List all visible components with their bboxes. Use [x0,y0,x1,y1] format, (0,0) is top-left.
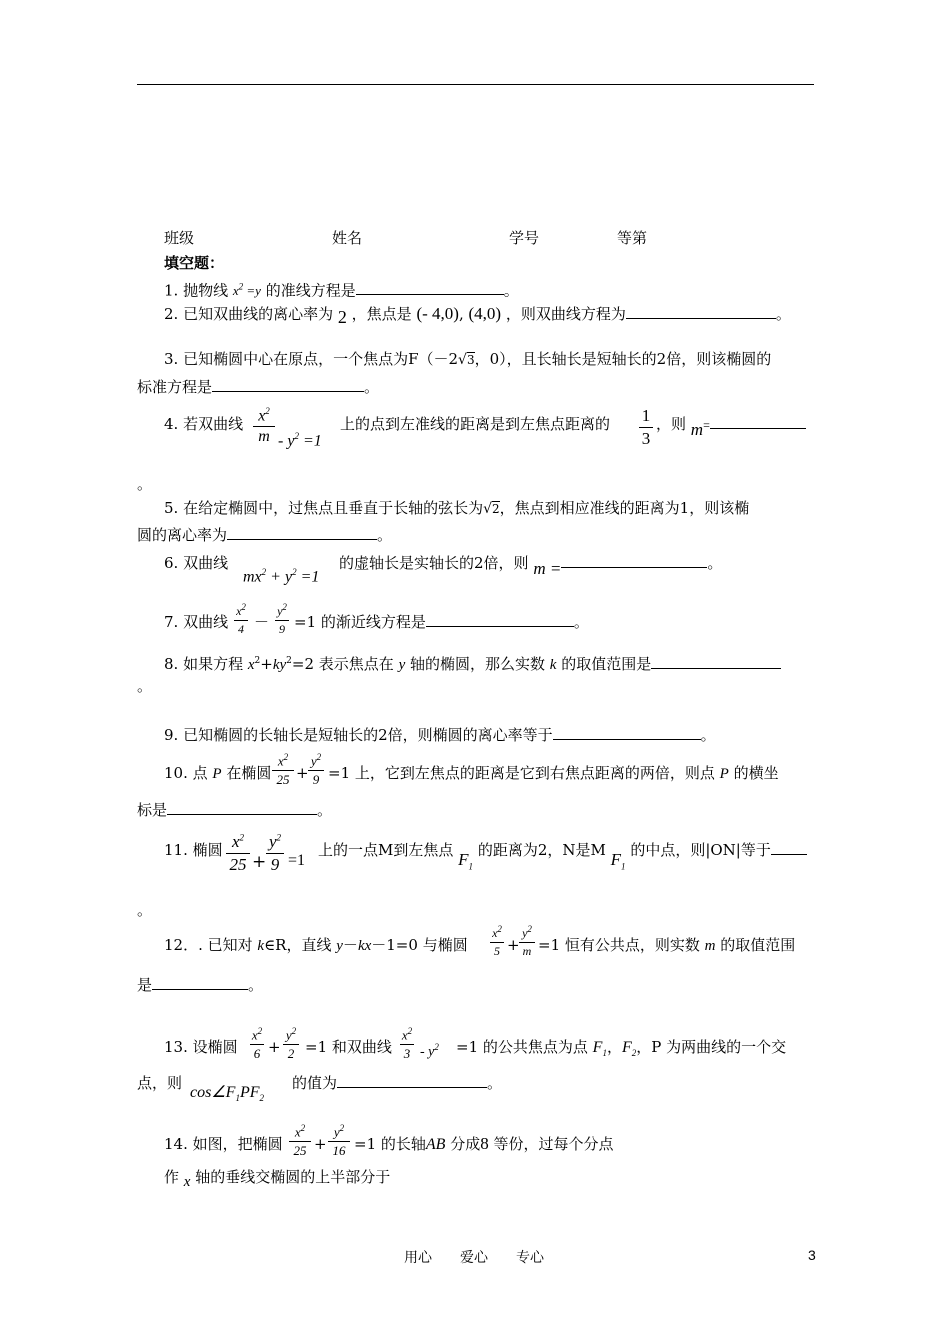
question-4-period: 。 [137,475,153,493]
document-page: 班级 姓名 学号 等第 填空题： 1. 抛物线 $x^2 =y$ 的准线方程是 。 2. 已知双曲线的离心率为 2 ，焦点是 (- 4,0), (4,0) ，则双曲线方程为 。 3. 已知椭圆中心在原点，一个焦点为F（－2√3，0），且长轴长是短轴长的2倍，则该椭圆的 标准方程是 。 4. 若双曲线 $x^2$ m - $y^2 =1$ 上的点到左准线的距离是到左焦点距离的 1 3 ，则 m= 。 5. 在给定椭圆中，过焦点且垂直于长轴的弦长为√2，焦点到相应准线的距离为1，则该椭 圆的离心率为 。 6. 双曲线 $mx^2 + y^2 =1$ 的虚轴长是实轴长的2倍，则 m = 。 7. 双曲线 $x^2$ 4 － $y^2$ 9 =1 的渐近线方程是 。 8. 如果方程 $x^2+ky^2=2$ 表示焦点在 y 轴的椭圆，那么实数 k 的取值范围是 。 9. 已知椭圆的长轴长是短轴长的2倍，则椭圆的离心率等于 。 10. 点 P 在椭圆 $x^2$ 25 + $y^2$ 9 =1 上，它到左焦点的距离是它到右焦点距离的两倍，则点 P 的横坐 标是 。 11. 椭圆 $x^2$ 25 + $y^2$ 9 =1 上的一点M到左焦点 $F_1$ 的距离为2，N是M $F_1$ 的中点，则|ON|等于 。 12．. 已知对 k∈R，直线 y－kx－1=0 与椭圆 $x^2$ 5 + $y^2$ m =1 恒有公共点，则实数 m 的取值范围 是 。 13. 设椭圆 $x^2$ 6 + $y^2$ 2 =1 和双曲线 $x^2$ 3 - $y^2$ =1 的公共焦点为点 $F_1$，$F_2$，P 为两曲线的一个交 点，则 $\cos\angle F_1PF_2$ 的值为 。 14. 如图，把椭圆 $x^2$ 25 + $y^2$ 16 =1 的长轴AB 分成8 等份，过每个分点 作 x 轴的垂线交椭圆的上半部分于 用心 爱心 专心 3 [0,0,950,1344]
answer-blank[interactable] [553,725,701,740]
question-12: 12．. 已知对 k∈R，直线 y－kx－1=0 与椭圆 [164,936,468,954]
q6-equation: $mx^2 + y^2 =1$ [243,567,320,586]
fraction-x2-over-5: $x^2$ 5 [490,924,504,959]
question-12-end: =1 恒有公共点，则实数 m 的取值范围 [538,936,796,954]
question-13: 13. 设椭圆 [164,1038,238,1056]
question-6: 6. 双曲线 [164,554,229,572]
answer-blank[interactable] [651,654,781,669]
question-13-mid: =1 和双曲线 [305,1038,392,1056]
fraction-y2-over-16: $y^2$ 16 [328,1123,350,1159]
answer-blank[interactable] [167,800,317,815]
question-5: 5. 在给定椭圆中，过焦点且垂直于长轴的弦长为√2，焦点到相应准线的距离为1，则该椭 [164,499,750,517]
question-14-end: =1 的长轴AB 分成8 等份，过每个分点 [354,1134,614,1153]
q13-cos-expression: $\cos\angle F_1PF_2$ [190,1084,264,1104]
question-3-cont: 标准方程是 。 [137,378,380,396]
question-14-cont: 作 x 轴的垂线交椭圆的上半部分于 [164,1168,391,1190]
question-8: 8. 如果方程 $x^2+ky^2=2$ 表示焦点在 y 轴的椭圆，那么实数 k 的取值范围是 [164,651,781,675]
sqrt-symbol: √ [458,352,467,368]
question-8-period: 。 [137,677,153,695]
question-10-end: =1 上，它到左焦点的距离是它到右焦点距离的两倍，则点 P 的横坐 [328,764,779,782]
answer-blank[interactable] [710,414,806,429]
fraction-x2-over-3: $x^2$ 3 [401,1026,413,1062]
fraction-x2-over-m: $x^2$ m [253,406,275,446]
question-2: 2. 已知双曲线的离心率为 2 ，焦点是 (- 4,0), (4,0) ，则双曲线方程为 。 [164,304,791,327]
question-10-cont: 标是 。 [137,801,333,819]
answer-blank[interactable] [561,553,707,568]
fraction-y2-over-9: $y^2$ 9 [275,602,289,637]
question-4-mid: 上的点到左准线的距离是到左焦点距离的 [340,415,611,433]
answer-blank[interactable] [152,975,248,990]
answer-blank[interactable] [227,525,377,540]
question-7: 7. 双曲线 [164,613,229,631]
fraction-x2-over-6: $x^2$ 6 [251,1026,263,1062]
question-7-end: =1 的渐近线方程是 。 [294,613,589,631]
question-4-end: ，则 m= [656,414,806,435]
page-number: 3 [808,1247,816,1263]
fraction-x2-over-25: $x^2$ 25 [226,832,250,875]
question-6-end: 的虚轴长是实轴长的2倍，则 m = 。 [339,554,723,578]
question-11-mid: 上的一点M到左焦点 $F_1$ 的距离为2，N是M $F_1$ 的中点，则|ON|等于 [318,840,807,866]
answer-blank[interactable] [212,377,364,392]
grade-label: 等第 [617,229,648,247]
question-11: 11. 椭圆 [164,841,223,859]
question-11-period: 。 [137,901,153,919]
answer-blank[interactable] [626,304,776,319]
answer-blank[interactable] [426,612,574,627]
question-9: 9. 已知椭圆的长轴长是短轴长的2倍，则椭圆的离心率等于 。 [164,726,716,744]
answer-blank[interactable] [356,280,504,295]
fraction-y2-over-9: $y^2$ 9 [308,752,324,788]
question-10: 10. 点 P 在椭圆 [164,764,272,782]
footer-motto: 用心 爱心 专心 [404,1250,544,1266]
class-label: 班级 [164,229,195,247]
question-4: 4. 若双曲线 [164,415,244,433]
question-14: 14. 如图，把椭圆 [164,1135,283,1153]
question-13-end: =1 的公共焦点为点 $F_1$，$F_2$，P 为两曲线的一个交 [456,1038,787,1059]
answer-blank[interactable] [771,840,807,855]
answer-blank[interactable] [337,1073,487,1088]
question-13-end2: 的值为 。 [292,1074,503,1092]
fraction-1-over-3: 1 3 [639,406,653,449]
question-12-cont: 是 。 [137,976,264,994]
question-5-cont: 圆的离心率为 。 [137,526,393,544]
header-rule [137,84,814,85]
name-label: 姓名 [332,229,363,247]
section-title: 填空题： [164,254,225,272]
fraction-x2-over-4: $x^2$ 4 [234,602,248,637]
fraction-x2-over-25: $x^2$ 25 [289,1123,311,1159]
fraction-y2-over-9: $y^2$ 9 [266,832,284,875]
q4-minus-y2: - $y^2 =1$ [278,431,322,450]
question-1: 1. 抛物线 $x^2 =y$ 的准线方程是 。 [164,281,519,300]
question-13-cont: 点，则 [137,1074,183,1092]
fraction-y2-over-2: $y^2$ 2 [283,1026,299,1062]
fraction-y2-over-m: $y^2$ m [519,924,535,959]
id-label: 学号 [509,229,540,247]
fraction-x2-over-25: $x^2$ 25 [272,752,294,788]
question-3: 3. 已知椭圆中心在原点，一个焦点为F（－2√3，0），且长轴长是短轴长的2倍，则该椭圆的 [164,350,772,368]
